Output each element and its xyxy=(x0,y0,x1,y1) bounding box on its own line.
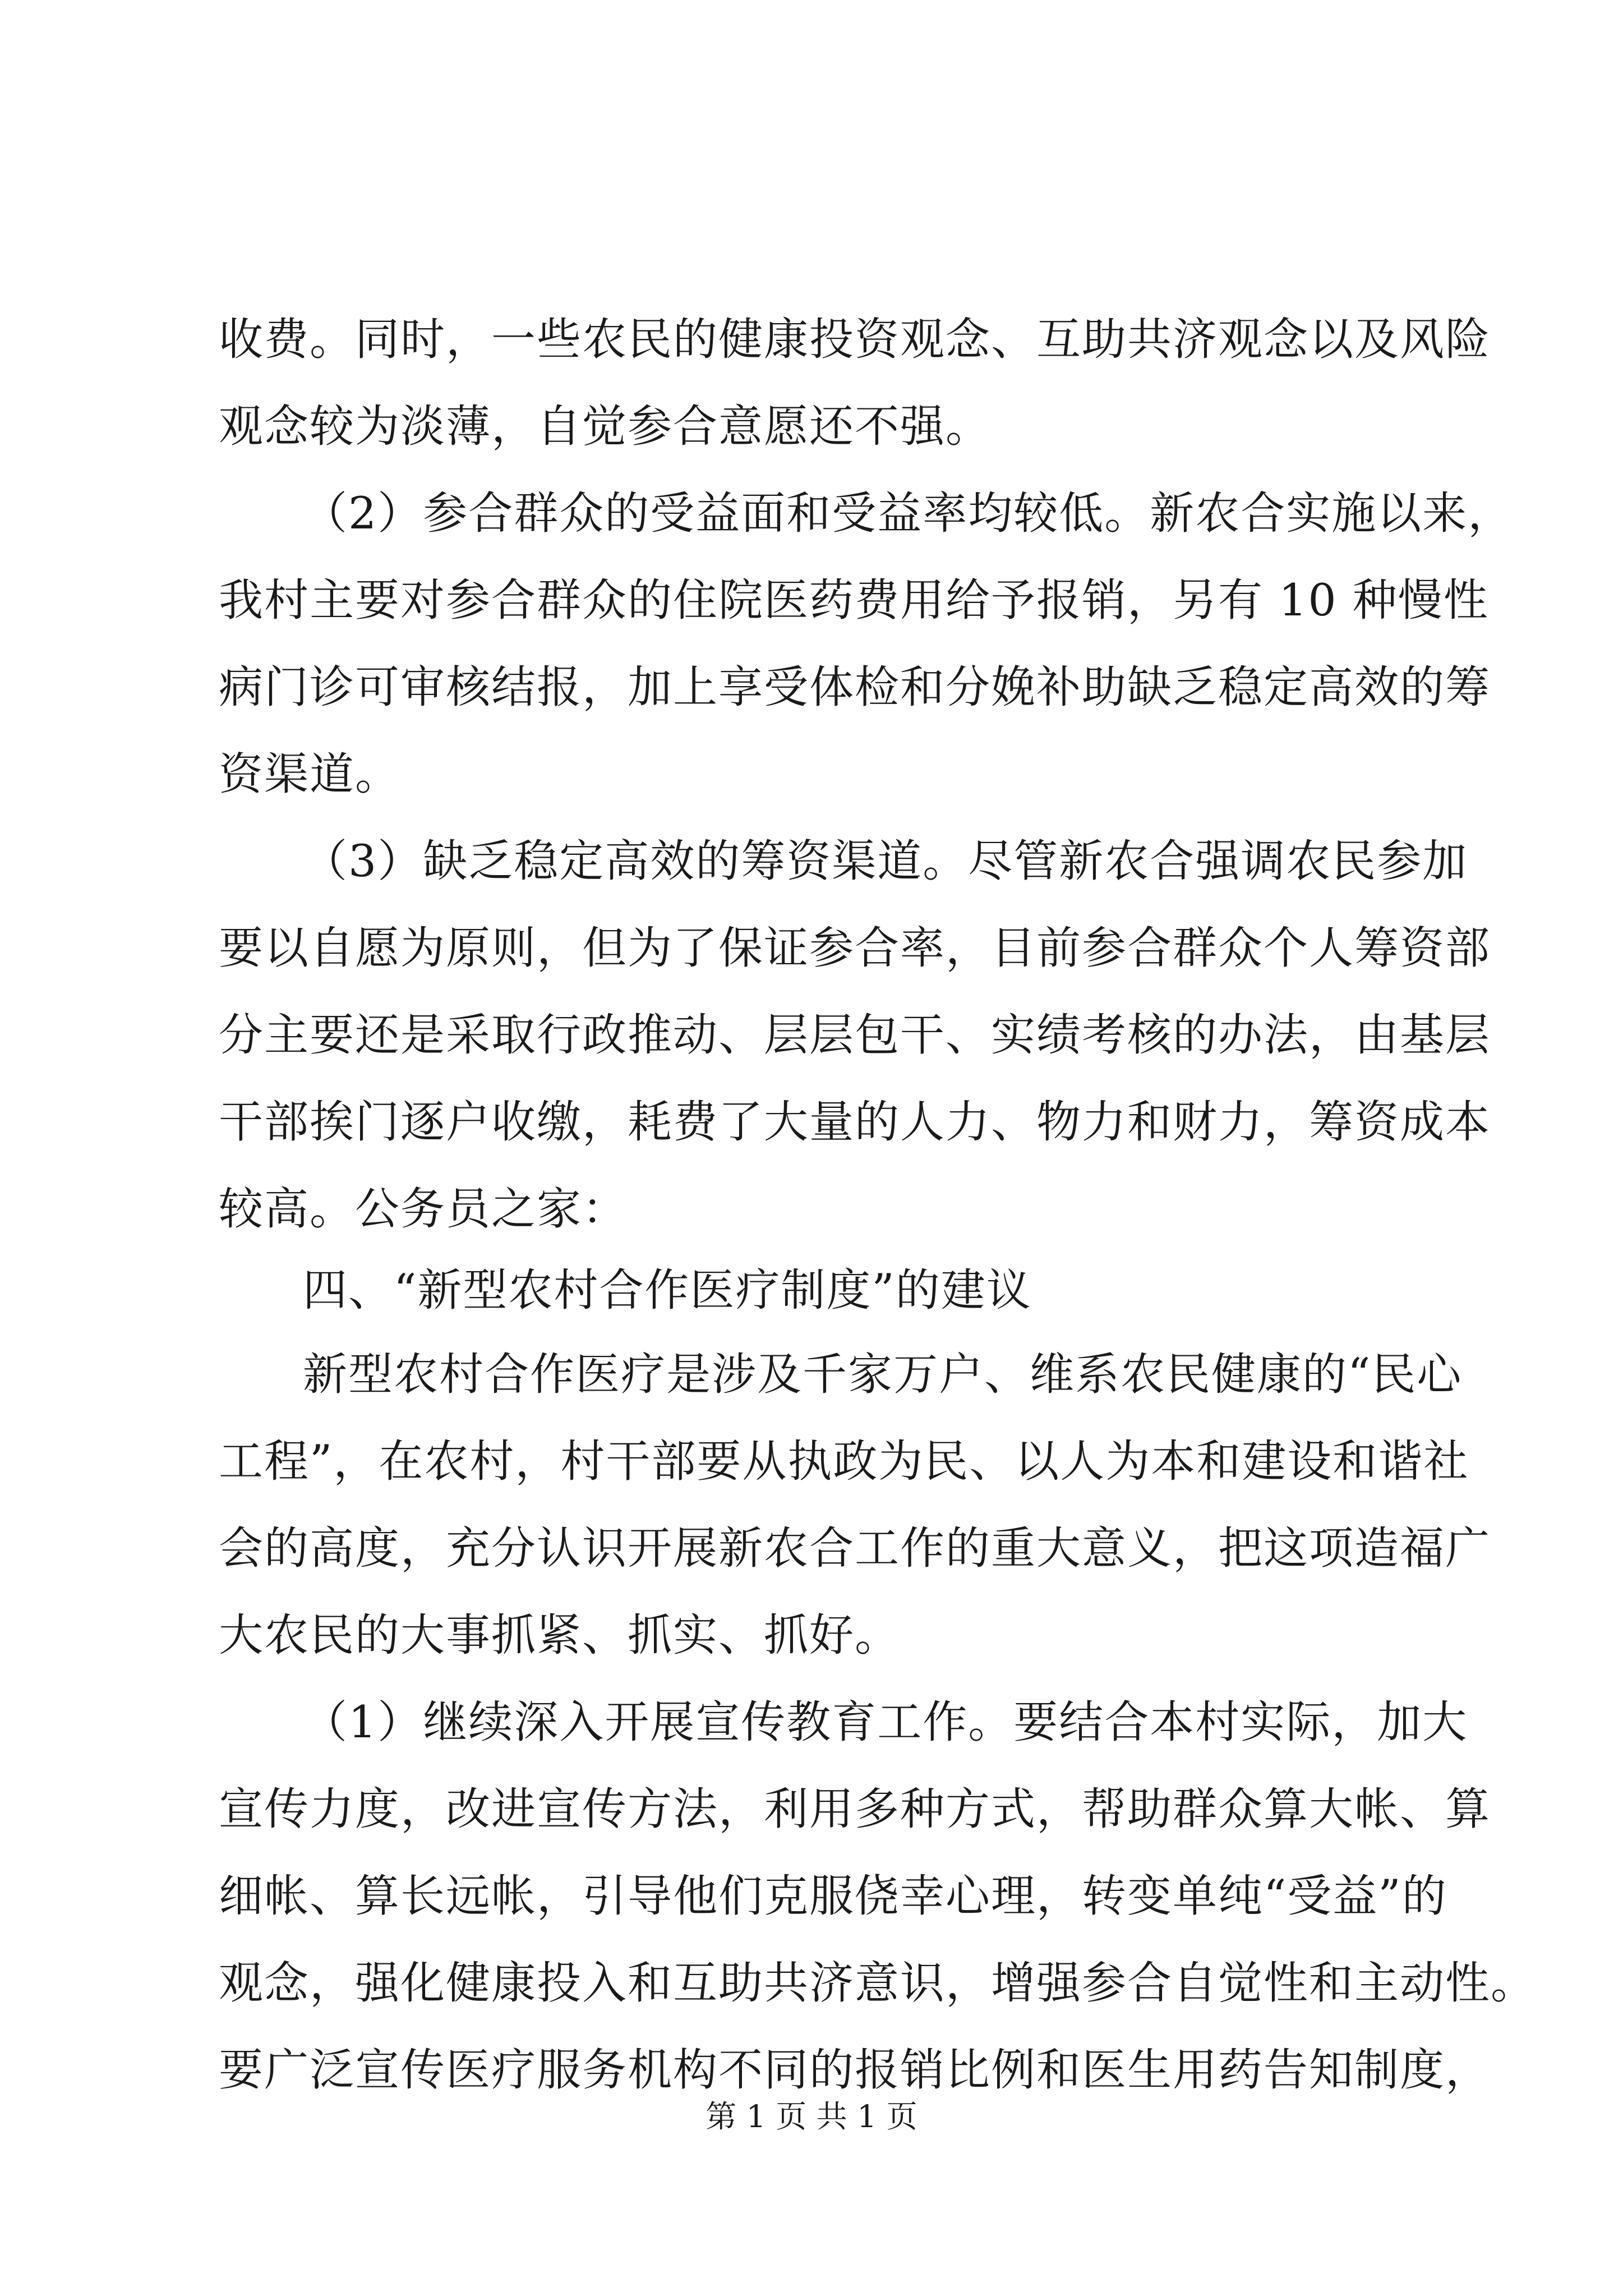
body-line-5: 病门诊可审核结报，加上享受体检和分娩补助缺乏稳定高效的筹 xyxy=(219,661,1491,713)
body-line-13: 新型农村合作医疗是涉及千家万户、维系农民健康的“民心 xyxy=(303,1349,1463,1400)
body-line-15: 会的高度，充分认识开展新农合工作的重大意义，把这项造福广 xyxy=(219,1522,1491,1574)
body-line-8: 要以自愿为原则，但为了保证参合率，目前参合群众个人筹资部 xyxy=(219,922,1491,974)
body-line-10: 干部挨门逐户收缴，耗费了大量的人力、物力和财力，筹资成本 xyxy=(219,1096,1491,1148)
body-line-3: （2）参合群众的受益面和受益率均较低。新农合实施以来， xyxy=(303,487,1514,539)
body-line-1: 收费。同时，一些农民的健康投资观念、互助共济观念以及风险 xyxy=(219,314,1491,365)
body-line-4: 我村主要对参合群众的住院医药费用给予报销，另有 10 种慢性 xyxy=(219,574,1489,626)
body-line-19: 细帐、算长远帐，引导他们克服侥幸心理，转变单纯“受益”的 xyxy=(219,1870,1447,1922)
body-line-9: 分主要还是采取行政推动、层层包干、实绩考核的办法，由基层 xyxy=(219,1009,1491,1061)
body-line-7: （3）缺乏稳定高效的筹资渠道。尽管新农合强调农民参加 xyxy=(303,835,1468,887)
body-line-20: 观念，强化健康投入和互助共济意识，增强参合自觉性和主动性。 xyxy=(219,1957,1536,2009)
body-line-18: 宣传力度，改进宣传方法，利用多种方式，帮助群众算大帐、算 xyxy=(219,1783,1491,1835)
body-line-14: 工程”，在农村，村干部要从执政为民、以人为本和建设和谐社 xyxy=(219,1435,1469,1487)
body-line-17: （1）继续深入开展宣传教育工作。要结合本村实际，加大 xyxy=(303,1696,1468,1748)
body-line-11: 较高。公务员之家： xyxy=(219,1183,628,1235)
body-line-2: 观念较为淡薄，自觉参合意愿还不强。 xyxy=(219,401,991,452)
body-line-6: 资渠道。 xyxy=(219,748,400,800)
page-number-footer: 第 1 页 共 1 页 xyxy=(706,2099,917,2134)
body-line-16: 大农民的大事抓紧、抓实、抓好。 xyxy=(219,1609,900,1661)
section-heading: 四、“新型农村合作医疗制度”的建议 xyxy=(303,1264,1032,1316)
body-line-21: 要广泛宣传医疗服务机构不同的报销比例和医生用药告知制度， xyxy=(219,2044,1491,2096)
